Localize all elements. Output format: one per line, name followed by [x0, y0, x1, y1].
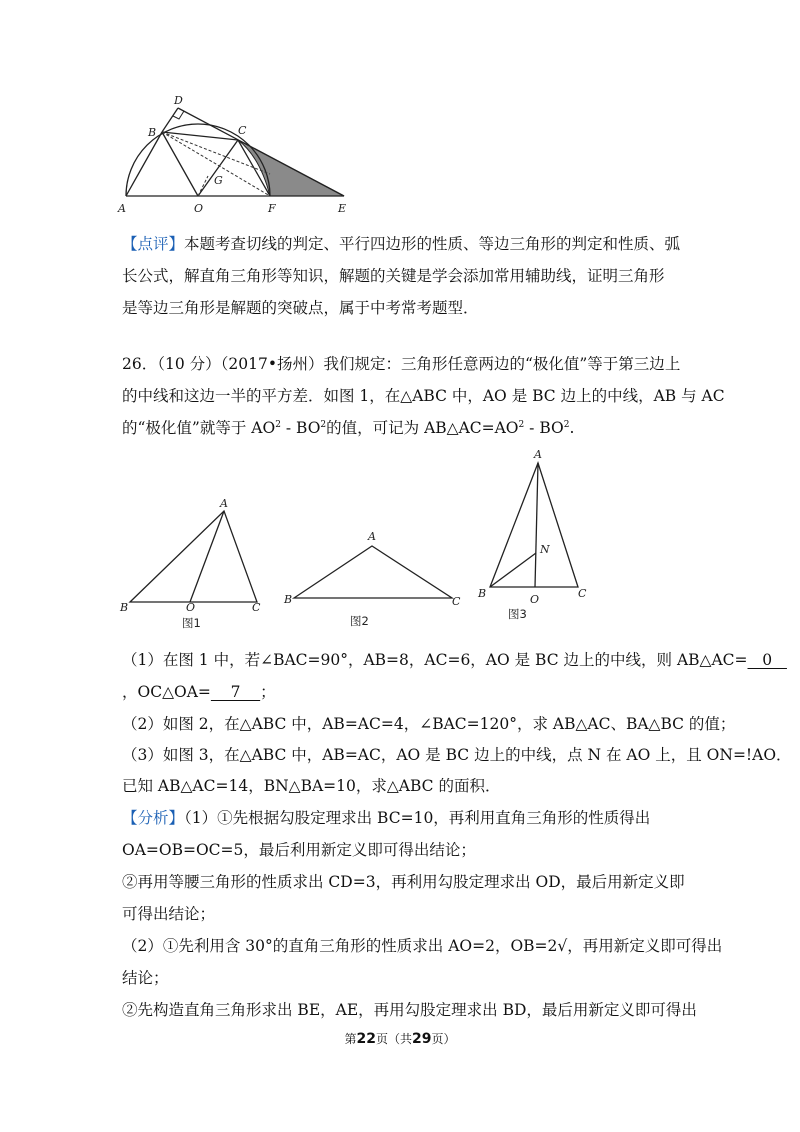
problem-text-c: 的值，可记为 AB△AC=AO [326, 419, 519, 437]
footer-total-pages: 29 [412, 1031, 432, 1047]
sup-2: 2 [320, 420, 327, 430]
fig1-caption: 图1 [182, 616, 201, 630]
q1-answer-2: 7 [210, 683, 261, 701]
analysis-line-2: OA=OB=OC=5，最后利用新定义即可得出结论； [122, 841, 476, 859]
footer-suffix: 页） [431, 1032, 456, 1046]
question-2: （2）如图 2，在△ABC 中，AB=AC=4，∠BAC=120°，求 AB△AC、BA△BC 的值； [122, 715, 736, 733]
label-E: E [338, 202, 347, 215]
fig3-label-A: A [534, 448, 542, 461]
q1-answer-1: 0 [747, 651, 787, 669]
analysis-line-5: （2）①先利用含 30°的直角三角形的性质求出 AO=2，OB=2√，再用新定义即可得出 [122, 937, 723, 955]
fig3-caption: 图3 [508, 607, 527, 621]
footer-page-number: 22 [356, 1031, 376, 1047]
comment-line-3: 是等边三角形是解题的突破点，属于中考常考题型． [122, 299, 479, 317]
question-1-line-1 [122, 650, 787, 670]
figure-2 [283, 530, 461, 628]
fig3-label-N: N [540, 543, 550, 556]
problem-line-3 [122, 418, 574, 438]
analysis-tag: 【分析】 [122, 809, 185, 827]
fig1-triangle [130, 511, 257, 602]
label-G: G [214, 174, 223, 187]
analysis-line-3: ②再用等腰三角形的性质求出 CD=3，再利用勾股定理求出 OD，最后用新定义即 [122, 873, 685, 891]
comment-line-1 [122, 234, 680, 254]
segment-BO [162, 132, 198, 196]
label-A: A [118, 202, 126, 215]
footer-prefix: 第 [344, 1032, 357, 1046]
problem-line-2: 的中线和这边一半的平方差．如图 1，在△ABC 中，AO 是 BC 边上的中线，AB 与 AC [122, 387, 725, 405]
analysis-line-4: 可得出结论； [122, 905, 216, 923]
fig3-triangle [490, 463, 578, 587]
fig2-label-C: C [452, 595, 461, 608]
problem-line-1: 26．（10 分）（2017•扬州）我们规定：三角形任意两边的“极化值”等于第三边上 [122, 355, 681, 373]
sup-3: 2 [518, 420, 525, 430]
label-B: B [148, 126, 157, 139]
fig3-label-B: B [478, 587, 487, 600]
fig1-label-A: A [220, 497, 228, 510]
fig2-triangle [294, 546, 452, 598]
problem-text-e: . [569, 419, 575, 437]
tangent-DE [178, 108, 344, 196]
problem-text-b: - BO [280, 419, 321, 437]
figures-row [110, 445, 600, 635]
q1-text-c: ； [260, 683, 276, 701]
page-footer [0, 1030, 800, 1047]
analysis-line-6: 结论； [122, 969, 169, 987]
analysis-line-1 [122, 808, 650, 828]
analysis-text-1: （1）①先根据勾股定理求出 BC=10，再利用直角三角形的性质得出 [184, 809, 651, 827]
comment-tag: 【点评】 [122, 235, 185, 253]
fig1-label-C: C [252, 601, 261, 614]
sup-1: 2 [275, 420, 281, 430]
problem-text-a: 的“极化值”就等于 AO [122, 419, 276, 437]
q1-text: （1）在图 1 中，若∠BAC=90°，AB=8，AC=6，AO 是 BC 边上的中线，则 AB△AC= [122, 651, 748, 669]
fig1-median-AO [190, 511, 224, 602]
question-1-line-2 [122, 682, 276, 702]
q1-text-b: ，OC△OA= [122, 683, 211, 701]
problem-text-d: - BO [524, 419, 564, 437]
segment-AB [126, 132, 162, 196]
fig3-label-O: O [530, 593, 540, 606]
label-F: F [268, 202, 276, 215]
geometry-figure-top [110, 92, 360, 217]
comment-text-1: 本题考查切线的判定、平行四边形的性质、等边三角形的判定和性质、弧 [184, 235, 681, 253]
analysis-line-7: ②先构造直角三角形求出 BE，AE，再用勾股定理求出 BD，最后用新定义即可得出 [122, 1001, 697, 1019]
fig1-label-O: O [186, 601, 196, 614]
fig2-caption: 图2 [350, 614, 369, 628]
fig3-median-AO [535, 463, 538, 587]
footer-mid: 页（共 [375, 1032, 412, 1046]
label-O: O [194, 202, 204, 215]
figure-1 [119, 497, 261, 630]
question-3-line-2: 已知 AB△AC=14，BN△BA=10，求△ABC 的面积． [122, 777, 501, 795]
sup-4: 2 [563, 420, 570, 430]
fig2-label-A: A [368, 530, 376, 543]
fig2-label-B: B [284, 593, 293, 606]
segment-BD [162, 108, 178, 132]
figure-3 [477, 448, 587, 621]
label-C: C [238, 124, 247, 137]
comment-line-2: 长公式，解直角三角形等知识，解题的关键是学会添加常用辅助线，证明三角形 [122, 267, 665, 285]
fig3-label-C: C [578, 587, 587, 600]
label-D: D [174, 94, 183, 107]
fig1-label-B: B [120, 601, 129, 614]
question-3-line-1: （3）如图 3，在△ABC 中，AB=AC，AO 是 BC 边上的中线，点 N 在 AO 上，且 ON=!AO． [122, 746, 792, 764]
